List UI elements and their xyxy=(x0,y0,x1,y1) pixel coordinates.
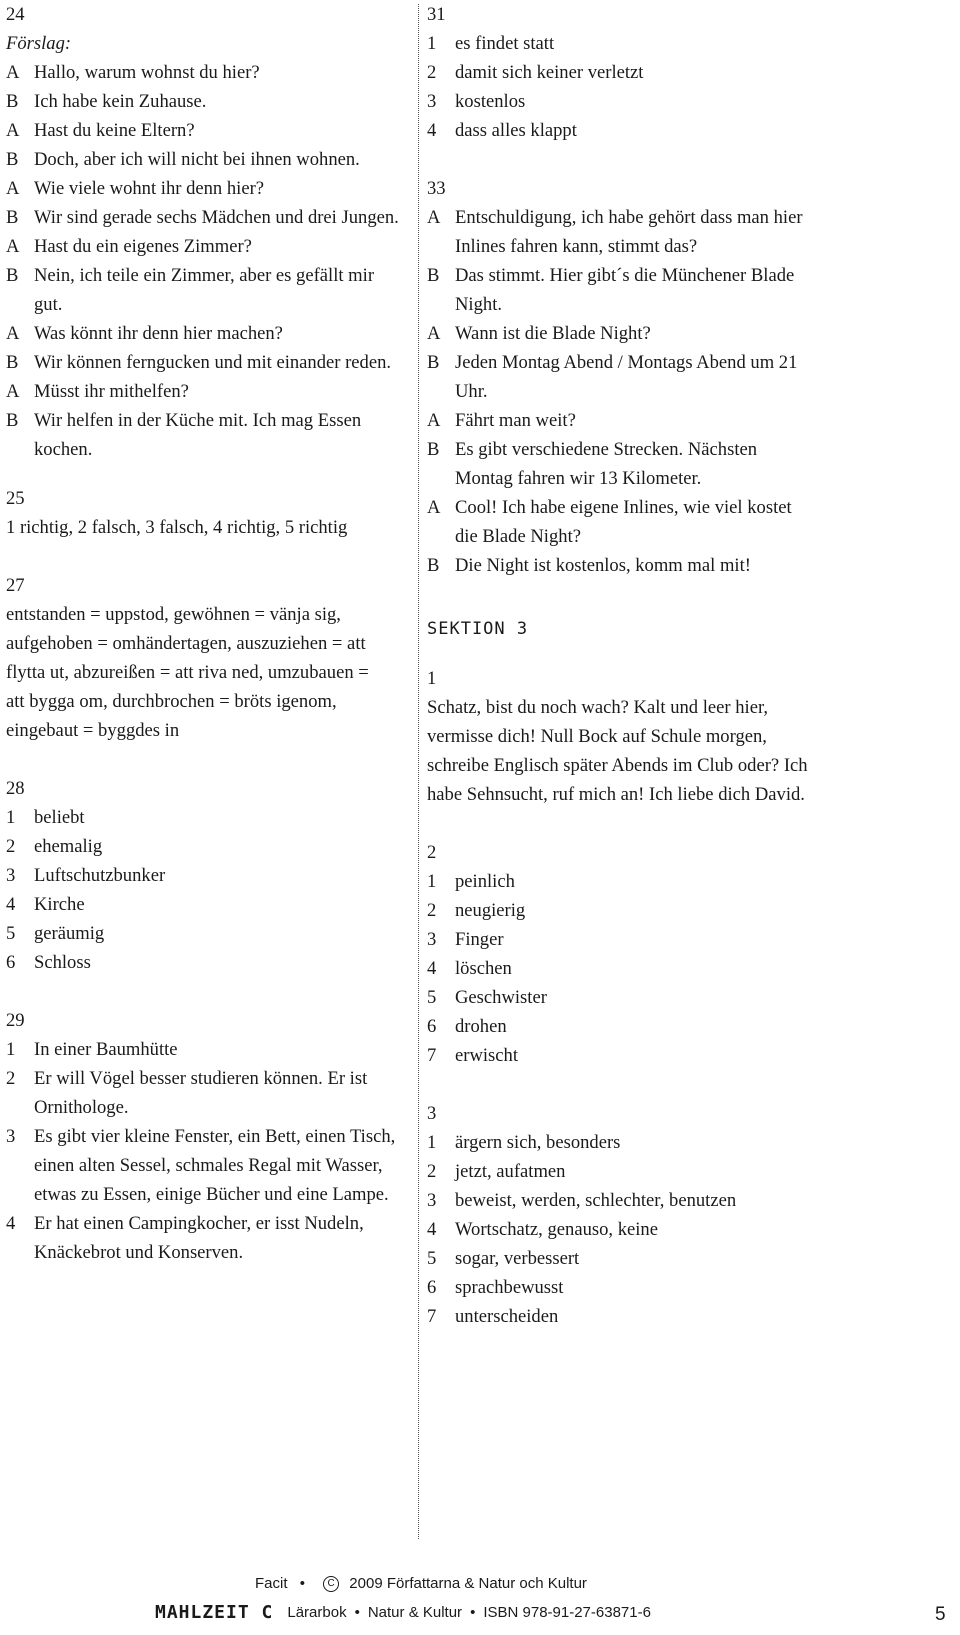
list-item-text: Geschwister xyxy=(455,987,547,1008)
list-item-text: sogar, verbessert xyxy=(455,1248,580,1269)
list-item-key: 3 xyxy=(427,91,437,112)
dialogue-line-text: Nein, ich teile ein Zimmer, aber es gefällt mir gut. xyxy=(34,265,375,315)
footer-book-line xyxy=(155,1602,651,1623)
dialogue-line-text: Wir helfen in der Küche mit. Ich mag Essen kochen. xyxy=(34,410,362,460)
list-item-text: Luftschutzbunker xyxy=(34,865,166,886)
list-item xyxy=(427,1215,947,1244)
list-item-text: ehemalig xyxy=(34,836,103,857)
list-item-key: 4 xyxy=(427,1219,437,1240)
list-item xyxy=(427,896,947,925)
list-item-text: Er hat einen Campingkocher, er isst Nudeln, Knäckebrot und Konserven. xyxy=(34,1213,364,1263)
list-item-text: dass alles klappt xyxy=(455,120,577,141)
dialogue-line-text: Fährt man weit? xyxy=(455,410,576,431)
dialogue-line-text: Wir können ferngucken und mit einander reden. xyxy=(34,352,392,373)
list-item-key: 2 xyxy=(6,1068,16,1089)
list-item-text: damit sich keiner verletzt xyxy=(455,62,644,83)
list-item xyxy=(6,803,406,832)
dialogue-line xyxy=(427,493,807,551)
list-item-key: 5 xyxy=(427,1248,437,1269)
list-item-text: Finger xyxy=(455,929,504,950)
list-item-key: 6 xyxy=(6,952,16,973)
list-item xyxy=(427,867,947,896)
dialogue-line-key: A xyxy=(427,497,441,518)
list-item-text: In einer Baumhütte xyxy=(34,1039,178,1060)
list-item xyxy=(427,87,947,116)
dialogue-line xyxy=(427,261,807,319)
list-item-key: 7 xyxy=(427,1045,437,1066)
bullet-icon: • xyxy=(470,1604,476,1621)
dialogue-line xyxy=(6,145,406,174)
list-item xyxy=(427,1157,947,1186)
list-item-key: 1 xyxy=(427,33,437,54)
list-item-key: 4 xyxy=(6,1213,16,1234)
bullet-icon: • xyxy=(299,1575,305,1592)
list-item xyxy=(6,1122,406,1209)
list-item xyxy=(427,58,947,87)
list-item xyxy=(427,1041,947,1070)
section-exercise-2-list xyxy=(427,867,947,1070)
dialogue-line-text: Entschuldigung, ich habe gehört dass man hier Inlines fahren kann, stimmt das? xyxy=(455,207,803,257)
dialogue-line-text: Wann ist die Blade Night? xyxy=(455,323,651,344)
dialogue-line xyxy=(427,203,807,261)
list-item-text: erwischt xyxy=(455,1045,518,1066)
section-exercise-1-number: 1 xyxy=(427,668,437,689)
dialogue-line-text: Doch, aber ich will nicht bei ihnen wohnen. xyxy=(34,149,360,170)
dialogue-line xyxy=(427,319,807,348)
exercise-31-list xyxy=(427,29,947,145)
dialogue-line-key: A xyxy=(427,207,441,228)
dialogue-line-key: B xyxy=(427,555,440,576)
list-item-text: Kirche xyxy=(34,894,85,915)
list-item-text: kostenlos xyxy=(455,91,526,112)
dialogue-line-key: A xyxy=(6,120,20,141)
dialogue-line xyxy=(6,406,406,464)
dialogue-line-text: Hallo, warum wohnst du hier? xyxy=(34,62,260,83)
dialogue-line-key: A xyxy=(6,178,20,199)
exercise-24-subtitle: Förslag: xyxy=(6,33,72,54)
list-item-key: 6 xyxy=(427,1016,437,1037)
list-item-text: drohen xyxy=(455,1016,507,1037)
list-item xyxy=(427,1302,947,1331)
list-item-key: 5 xyxy=(6,923,16,944)
dialogue-line xyxy=(6,203,406,232)
dialogue-line-key: B xyxy=(427,265,440,286)
dialogue-line xyxy=(6,116,406,145)
copyright-icon: C xyxy=(323,1576,339,1592)
exercise-29-number: 29 xyxy=(6,1010,25,1031)
footer-isbn: ISBN 978-91-27-63871-6 xyxy=(483,1604,651,1621)
list-item-key: 1 xyxy=(6,1039,16,1060)
page-number: 5 xyxy=(935,1604,946,1625)
list-item-key: 6 xyxy=(427,1277,437,1298)
dialogue-line-key: A xyxy=(6,62,20,83)
dialogue-line xyxy=(427,348,807,406)
list-item xyxy=(6,861,406,890)
dialogue-line-key: A xyxy=(6,323,20,344)
list-item xyxy=(427,1273,947,1302)
list-item-key: 2 xyxy=(427,900,437,921)
exercise-31-number: 31 xyxy=(427,4,446,25)
dialogue-line xyxy=(427,406,807,435)
list-item xyxy=(427,954,947,983)
list-item-text: löschen xyxy=(455,958,512,979)
list-item-key: 1 xyxy=(427,1132,437,1153)
section-exercise-2-number: 2 xyxy=(427,842,437,863)
list-item xyxy=(427,1128,947,1157)
footer-publisher: Facit xyxy=(255,1575,288,1592)
list-item-key: 2 xyxy=(6,836,16,857)
exercise-24-dialogue xyxy=(6,58,406,464)
exercise-24-number: 24 xyxy=(6,4,25,25)
exercise-33-number: 33 xyxy=(427,178,446,199)
list-item xyxy=(6,1064,406,1122)
exercise-25-number: 25 xyxy=(6,488,25,509)
section-exercise-3-number: 3 xyxy=(427,1103,437,1124)
dialogue-line-text: Was könnt ihr denn hier machen? xyxy=(34,323,283,344)
dialogue-line-key: B xyxy=(427,352,440,373)
left-column xyxy=(6,0,406,1267)
dialogue-line-key: A xyxy=(427,323,441,344)
list-item-key: 1 xyxy=(427,871,437,892)
list-item-text: peinlich xyxy=(455,871,515,892)
dialogue-line-key: B xyxy=(427,439,440,460)
list-item-text: ärgern sich, besonders xyxy=(455,1132,621,1153)
dialogue-line-text: Das stimmt. Hier gibt´s die Münchener Blade Night. xyxy=(455,265,795,315)
list-item-key: 4 xyxy=(6,894,16,915)
list-item-key: 2 xyxy=(427,62,437,83)
dialogue-line-key: A xyxy=(427,410,441,431)
list-item-key: 1 xyxy=(6,807,16,828)
list-item-text: Er will Vögel besser studieren können. Er ist Ornithologe. xyxy=(34,1068,368,1118)
dialogue-line xyxy=(6,319,406,348)
list-item-text: Wortschatz, genauso, keine xyxy=(455,1219,658,1240)
list-item-key: 2 xyxy=(427,1161,437,1182)
list-item xyxy=(6,948,406,977)
list-item xyxy=(6,1209,406,1267)
dialogue-line xyxy=(6,232,406,261)
list-item-text: geräumig xyxy=(34,923,105,944)
dialogue-line-text: Jeden Montag Abend / Montags Abend um 21 Uhr. xyxy=(455,352,798,402)
list-item xyxy=(6,1035,406,1064)
list-item-key: 5 xyxy=(427,987,437,1008)
list-item-key: 4 xyxy=(427,958,437,979)
list-item-text: jetzt, aufatmen xyxy=(455,1161,566,1182)
column-divider xyxy=(418,4,419,1539)
dialogue-line-key: A xyxy=(6,236,20,257)
footer-copyright-line xyxy=(255,1575,587,1592)
section-exercise-1-text: Schatz, bist du noch wach? Kalt und leer hier, vermisse dich! Null Bock auf Schule morgen, schreibe Englisch später Abends im Club oder? Ich habe Sehnsucht, ruf mich an! Ich liebe dich David. xyxy=(427,697,808,805)
dialogue-line xyxy=(6,87,406,116)
exercise-27-answers: entstanden = uppstod, gewöhnen = vänja sig, aufgehoben = omhändertagen, auszuziehen = att flytta ut, abzureißen = att riva ned, umzubauen = att bygga om, durchbrochen = bröts igenom, eingebaut = byggdes in xyxy=(6,604,369,741)
list-item-key: 3 xyxy=(6,1126,16,1147)
dialogue-line xyxy=(6,174,406,203)
dialogue-line-text: Hast du ein eigenes Zimmer? xyxy=(34,236,252,257)
dialogue-line-key: B xyxy=(6,207,19,228)
exercise-33-dialogue xyxy=(427,203,807,580)
list-item-key: 3 xyxy=(427,929,437,950)
list-item xyxy=(427,925,947,954)
dialogue-line-text: Wir sind gerade sechs Mädchen und drei Jungen. xyxy=(34,207,399,228)
footer-rights: 2009 Författarna & Natur och Kultur xyxy=(349,1575,587,1592)
dialogue-line xyxy=(6,58,406,87)
section-heading: SEKTION 3 xyxy=(427,619,529,639)
exercise-25-answers: 1 richtig, 2 falsch, 3 falsch, 4 richtig, 5 richtig xyxy=(6,517,348,538)
list-item xyxy=(427,1012,947,1041)
dialogue-line-key: B xyxy=(6,265,19,286)
dialogue-line-key: B xyxy=(6,410,19,431)
footer-brand: Natur & Kultur xyxy=(367,1604,463,1621)
dialogue-line-key: B xyxy=(6,91,19,112)
list-item-text: beweist, werden, schlechter, benutzen xyxy=(455,1190,737,1211)
dialogue-line xyxy=(427,551,807,580)
list-item-text: Schloss xyxy=(34,952,91,973)
list-item-key: 3 xyxy=(6,865,16,886)
dialogue-line-text: Müsst ihr mithelfen? xyxy=(34,381,189,402)
dialogue-line xyxy=(6,348,406,377)
list-item xyxy=(427,983,947,1012)
mahlzeit-logo: MAHLZEIT C xyxy=(155,1602,274,1623)
list-item-key: 3 xyxy=(427,1190,437,1211)
dialogue-line-text: Hast du keine Eltern? xyxy=(34,120,195,141)
list-item xyxy=(6,832,406,861)
exercise-28-number: 28 xyxy=(6,778,25,799)
list-item xyxy=(6,890,406,919)
list-item-key: 7 xyxy=(427,1306,437,1327)
dialogue-line xyxy=(427,435,807,493)
dialogue-line-key: A xyxy=(6,381,20,402)
dialogue-line-text: Ich habe kein Zuhause. xyxy=(34,91,207,112)
dialogue-line-text: Cool! Ich habe eigene Inlines, wie viel kostet die Blade Night? xyxy=(455,497,792,547)
list-item xyxy=(427,116,947,145)
section-exercise-3-list xyxy=(427,1128,947,1331)
list-item-text: neugierig xyxy=(455,900,526,921)
exercise-28-list xyxy=(6,803,406,977)
list-item xyxy=(427,1244,947,1273)
dialogue-line-key: B xyxy=(6,149,19,170)
bullet-icon: • xyxy=(354,1604,360,1621)
list-item-key: 4 xyxy=(427,120,437,141)
list-item xyxy=(427,29,947,58)
exercise-29-list xyxy=(6,1035,406,1267)
list-item-text: unterscheiden xyxy=(455,1306,559,1327)
list-item xyxy=(6,919,406,948)
list-item-text: Es gibt vier kleine Fenster, ein Bett, einen Tisch, einen alten Sessel, schmales Regal mit Wasser, etwas zu Essen, einige Bücher und eine Lampe. xyxy=(34,1126,396,1205)
dialogue-line-text: Es gibt verschiedene Strecken. Nächsten Montag fahren wir 13 Kilometer. xyxy=(455,439,758,489)
right-column xyxy=(427,0,947,1331)
footer-book: Lärarbok xyxy=(287,1604,347,1621)
dialogue-line-text: Wie viele wohnt ihr denn hier? xyxy=(34,178,265,199)
list-item-text: beliebt xyxy=(34,807,85,828)
list-item-text: es findet statt xyxy=(455,33,555,54)
dialogue-line-text: Die Night ist kostenlos, komm mal mit! xyxy=(455,555,751,576)
dialogue-line xyxy=(6,377,406,406)
dialogue-line-key: B xyxy=(6,352,19,373)
dialogue-line xyxy=(6,261,406,319)
list-item xyxy=(427,1186,947,1215)
list-item-text: sprachbewusst xyxy=(455,1277,564,1298)
exercise-27-number: 27 xyxy=(6,575,25,596)
